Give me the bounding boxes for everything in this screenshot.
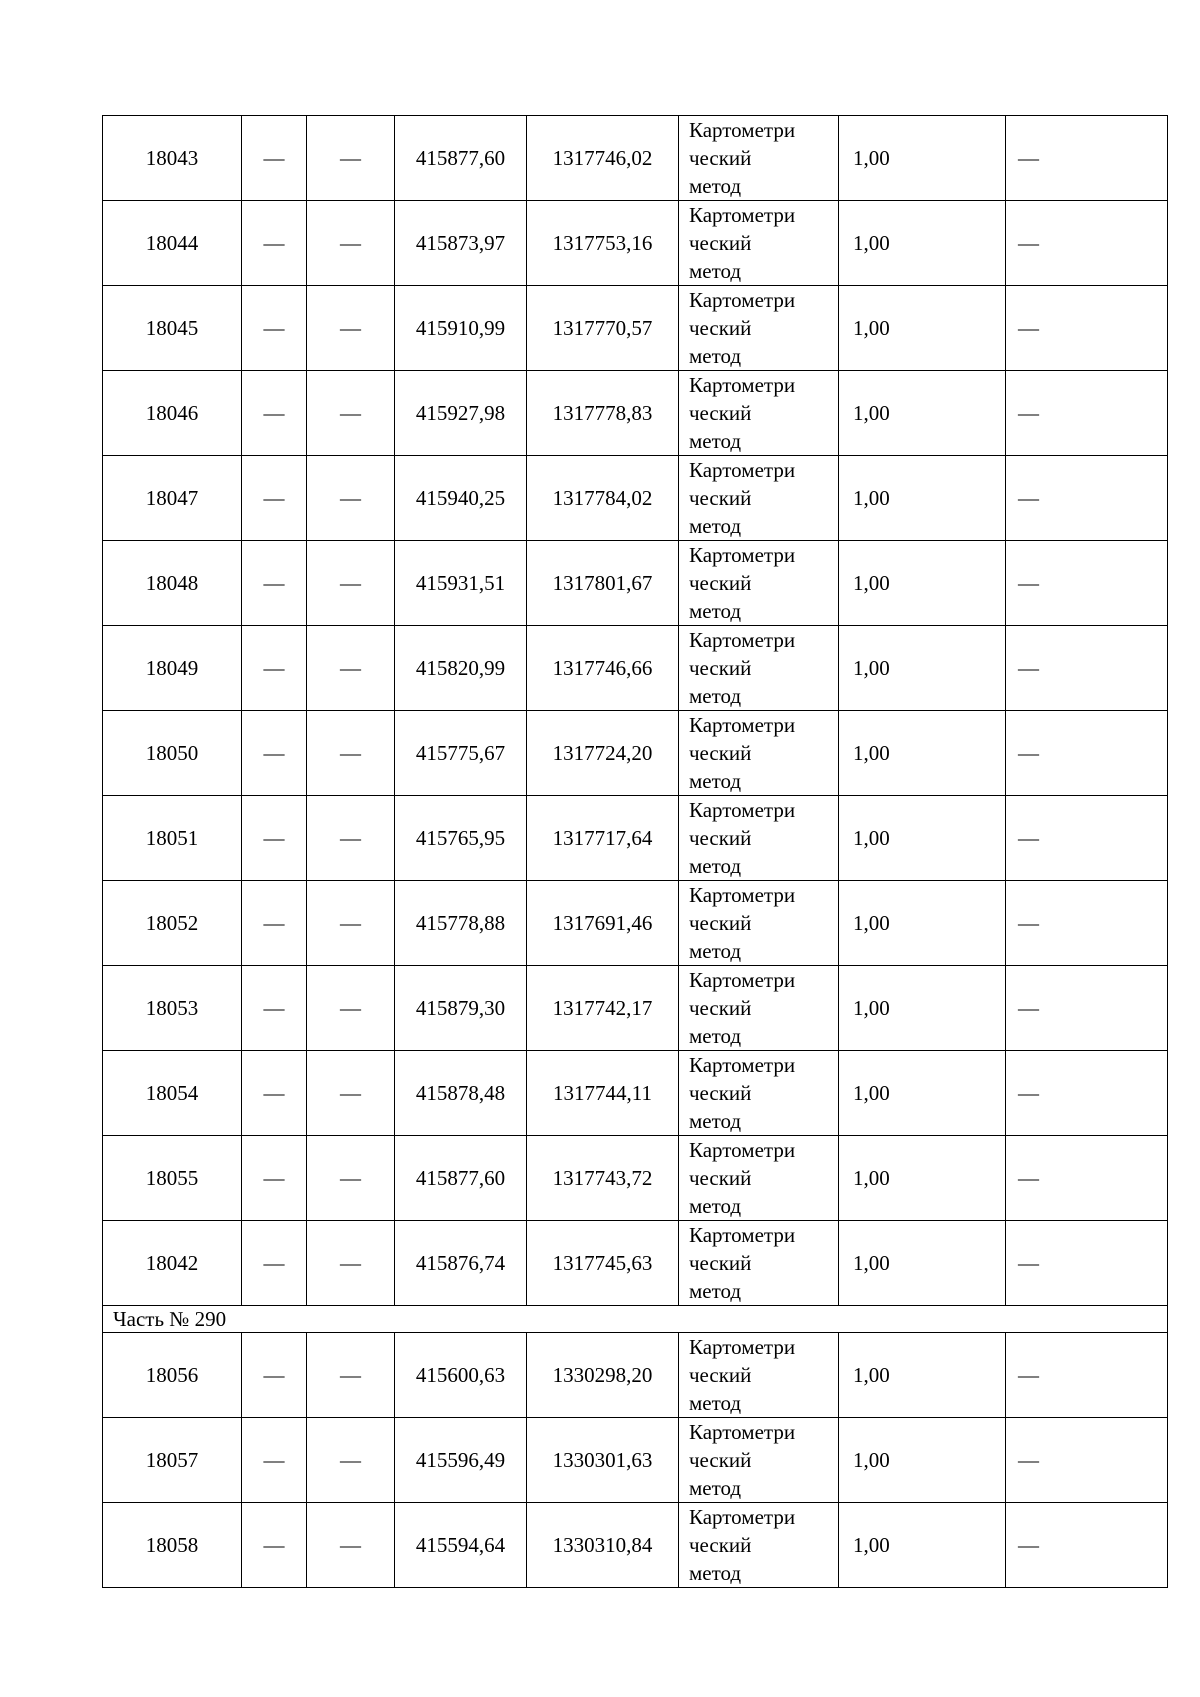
method-cell <box>679 1051 839 1136</box>
coordinate-y-cell: 1317746,02 <box>527 116 679 201</box>
method-line: метод <box>689 344 742 368</box>
empty-dash-cell: — <box>307 1221 395 1306</box>
method-cell <box>679 796 839 881</box>
empty-dash-cell: — <box>242 116 307 201</box>
method-line: метод <box>689 1391 742 1415</box>
coordinate-y-cell: 1330298,20 <box>527 1333 679 1418</box>
method-cell <box>679 1418 839 1503</box>
accuracy-cell: 1,00 <box>839 1136 1006 1221</box>
method-line: ческий <box>689 1363 752 1387</box>
method-line: Картометри <box>689 628 796 652</box>
method-line: ческий <box>689 826 752 850</box>
coordinate-y-cell: 1317742,17 <box>527 966 679 1051</box>
method-line: Картометри <box>689 1505 796 1529</box>
method-line: Картометри <box>689 543 796 567</box>
empty-dash-cell: — <box>242 1333 307 1418</box>
table-row <box>103 1503 1168 1588</box>
method-line: ческий <box>689 146 752 170</box>
table-row <box>103 796 1168 881</box>
method-line: метод <box>689 429 742 453</box>
method-line: метод <box>689 1024 742 1048</box>
method-line: метод <box>689 1476 742 1500</box>
coordinate-x-cell: 415876,74 <box>395 1221 527 1306</box>
description-cell: — <box>1006 1418 1168 1503</box>
method-line: ческий <box>689 1533 752 1557</box>
description-cell: — <box>1006 286 1168 371</box>
point-number-cell: 18043 <box>103 116 242 201</box>
point-number-cell: 18047 <box>103 456 242 541</box>
empty-dash-cell: — <box>242 1418 307 1503</box>
coordinate-y-cell: 1317691,46 <box>527 881 679 966</box>
coordinate-y-cell: 1317784,02 <box>527 456 679 541</box>
empty-dash-cell: — <box>307 1051 395 1136</box>
method-cell <box>679 1503 839 1588</box>
empty-dash-cell: — <box>307 796 395 881</box>
empty-dash-cell: — <box>307 881 395 966</box>
coordinate-x-cell: 415877,60 <box>395 1136 527 1221</box>
method-line: Картометри <box>689 1335 796 1359</box>
description-cell: — <box>1006 796 1168 881</box>
empty-dash-cell: — <box>307 1136 395 1221</box>
method-line: ческий <box>689 401 752 425</box>
coordinates-table-body <box>103 116 1168 1588</box>
accuracy-cell: 1,00 <box>839 201 1006 286</box>
empty-dash-cell: — <box>307 1418 395 1503</box>
point-number-cell: 18042 <box>103 1221 242 1306</box>
method-line: метод <box>689 769 742 793</box>
accuracy-cell: 1,00 <box>839 626 1006 711</box>
table-row <box>103 371 1168 456</box>
accuracy-cell: 1,00 <box>839 1051 1006 1136</box>
method-line: ческий <box>689 656 752 680</box>
method-line: Картометри <box>689 1420 796 1444</box>
method-line: Картометри <box>689 373 796 397</box>
empty-dash-cell: — <box>242 1136 307 1221</box>
empty-dash-cell: — <box>242 371 307 456</box>
empty-dash-cell: — <box>242 1221 307 1306</box>
coordinate-y-cell: 1317744,11 <box>527 1051 679 1136</box>
description-cell: — <box>1006 541 1168 626</box>
table-row <box>103 201 1168 286</box>
description-cell: — <box>1006 1051 1168 1136</box>
part-header-row <box>103 1306 1168 1333</box>
method-line: метод <box>689 1194 742 1218</box>
accuracy-cell: 1,00 <box>839 371 1006 456</box>
method-line: Картометри <box>689 203 796 227</box>
table-row <box>103 456 1168 541</box>
table-row <box>103 116 1168 201</box>
empty-dash-cell: — <box>242 881 307 966</box>
empty-dash-cell: — <box>307 541 395 626</box>
empty-dash-cell: — <box>307 286 395 371</box>
method-line: ческий <box>689 231 752 255</box>
coordinate-x-cell: 415873,97 <box>395 201 527 286</box>
table-row <box>103 1333 1168 1418</box>
empty-dash-cell: — <box>307 711 395 796</box>
point-number-cell: 18055 <box>103 1136 242 1221</box>
accuracy-cell: 1,00 <box>839 541 1006 626</box>
method-cell <box>679 966 839 1051</box>
empty-dash-cell: — <box>307 1333 395 1418</box>
table-row <box>103 1221 1168 1306</box>
empty-dash-cell: — <box>242 201 307 286</box>
coordinate-x-cell: 415931,51 <box>395 541 527 626</box>
coordinate-y-cell: 1317745,63 <box>527 1221 679 1306</box>
method-cell <box>679 286 839 371</box>
method-line: ческий <box>689 1081 752 1105</box>
empty-dash-cell: — <box>242 966 307 1051</box>
coordinate-x-cell: 415940,25 <box>395 456 527 541</box>
description-cell: — <box>1006 966 1168 1051</box>
method-line: ческий <box>689 1166 752 1190</box>
point-number-cell: 18050 <box>103 711 242 796</box>
coordinates-table <box>102 115 1168 1588</box>
method-line: метод <box>689 1109 742 1133</box>
description-cell: — <box>1006 201 1168 286</box>
point-number-cell: 18051 <box>103 796 242 881</box>
empty-dash-cell: — <box>242 456 307 541</box>
empty-dash-cell: — <box>307 456 395 541</box>
coordinate-y-cell: 1330310,84 <box>527 1503 679 1588</box>
empty-dash-cell: — <box>307 966 395 1051</box>
description-cell: — <box>1006 371 1168 456</box>
method-cell <box>679 881 839 966</box>
coordinate-x-cell: 415878,48 <box>395 1051 527 1136</box>
method-line: ческий <box>689 486 752 510</box>
method-cell <box>679 371 839 456</box>
table-row <box>103 541 1168 626</box>
method-line: метод <box>689 599 742 623</box>
accuracy-cell: 1,00 <box>839 286 1006 371</box>
point-number-cell: 18052 <box>103 881 242 966</box>
empty-dash-cell: — <box>242 626 307 711</box>
method-line: Картометри <box>689 1053 796 1077</box>
point-number-cell: 18046 <box>103 371 242 456</box>
point-number-cell: 18044 <box>103 201 242 286</box>
table-row <box>103 1051 1168 1136</box>
empty-dash-cell: — <box>307 371 395 456</box>
accuracy-cell: 1,00 <box>839 1333 1006 1418</box>
empty-dash-cell: — <box>242 541 307 626</box>
point-number-cell: 18056 <box>103 1333 242 1418</box>
table-row <box>103 286 1168 371</box>
coordinate-y-cell: 1317801,67 <box>527 541 679 626</box>
accuracy-cell: 1,00 <box>839 1221 1006 1306</box>
coordinate-x-cell: 415594,64 <box>395 1503 527 1588</box>
description-cell: — <box>1006 1333 1168 1418</box>
point-number-cell: 18048 <box>103 541 242 626</box>
method-line: ческий <box>689 571 752 595</box>
accuracy-cell: 1,00 <box>839 116 1006 201</box>
empty-dash-cell: — <box>242 711 307 796</box>
coordinate-y-cell: 1317770,57 <box>527 286 679 371</box>
point-number-cell: 18049 <box>103 626 242 711</box>
description-cell: — <box>1006 881 1168 966</box>
accuracy-cell: 1,00 <box>839 1418 1006 1503</box>
method-cell <box>679 541 839 626</box>
coordinate-x-cell: 415778,88 <box>395 881 527 966</box>
method-line: ческий <box>689 1448 752 1472</box>
method-line: метод <box>689 939 742 963</box>
method-line: метод <box>689 259 742 283</box>
method-line: ческий <box>689 1251 752 1275</box>
method-line: Картометри <box>689 798 796 822</box>
coordinate-x-cell: 415820,99 <box>395 626 527 711</box>
point-number-cell: 18058 <box>103 1503 242 1588</box>
point-number-cell: 18054 <box>103 1051 242 1136</box>
table-row <box>103 881 1168 966</box>
empty-dash-cell: — <box>307 626 395 711</box>
method-line: Картометри <box>689 883 796 907</box>
accuracy-cell: 1,00 <box>839 456 1006 541</box>
method-line: метод <box>689 1279 742 1303</box>
empty-dash-cell: — <box>242 796 307 881</box>
point-number-cell: 18053 <box>103 966 242 1051</box>
description-cell: — <box>1006 1136 1168 1221</box>
method-line: Картометри <box>689 458 796 482</box>
coordinate-y-cell: 1317717,64 <box>527 796 679 881</box>
coordinate-x-cell: 415910,99 <box>395 286 527 371</box>
table-row <box>103 1136 1168 1221</box>
accuracy-cell: 1,00 <box>839 1503 1006 1588</box>
coordinate-y-cell: 1317724,20 <box>527 711 679 796</box>
point-number-cell: 18057 <box>103 1418 242 1503</box>
empty-dash-cell: — <box>307 116 395 201</box>
description-cell: — <box>1006 1221 1168 1306</box>
part-label: Часть № 290 <box>103 1306 1168 1333</box>
coordinate-y-cell: 1317743,72 <box>527 1136 679 1221</box>
method-line: Картометри <box>689 288 796 312</box>
description-cell: — <box>1006 711 1168 796</box>
method-line: ческий <box>689 996 752 1020</box>
table-row <box>103 966 1168 1051</box>
method-line: метод <box>689 854 742 878</box>
method-cell <box>679 1333 839 1418</box>
method-line: Картометри <box>689 118 796 142</box>
coordinate-x-cell: 415765,95 <box>395 796 527 881</box>
method-line: метод <box>689 174 742 198</box>
method-line: метод <box>689 684 742 708</box>
empty-dash-cell: — <box>242 1503 307 1588</box>
method-cell <box>679 626 839 711</box>
method-cell <box>679 456 839 541</box>
method-line: Картометри <box>689 968 796 992</box>
method-line: метод <box>689 514 742 538</box>
method-line: ческий <box>689 911 752 935</box>
empty-dash-cell: — <box>307 201 395 286</box>
accuracy-cell: 1,00 <box>839 966 1006 1051</box>
method-line: ческий <box>689 741 752 765</box>
coordinate-y-cell: 1317746,66 <box>527 626 679 711</box>
empty-dash-cell: — <box>307 1503 395 1588</box>
table-row <box>103 1418 1168 1503</box>
accuracy-cell: 1,00 <box>839 881 1006 966</box>
description-cell: — <box>1006 456 1168 541</box>
description-cell: — <box>1006 626 1168 711</box>
accuracy-cell: 1,00 <box>839 711 1006 796</box>
method-line: ческий <box>689 316 752 340</box>
method-line: Картометри <box>689 1223 796 1247</box>
table-row <box>103 711 1168 796</box>
coordinate-x-cell: 415877,60 <box>395 116 527 201</box>
method-line: Картометри <box>689 713 796 737</box>
method-cell <box>679 711 839 796</box>
method-cell <box>679 201 839 286</box>
coordinate-x-cell: 415927,98 <box>395 371 527 456</box>
table-row <box>103 626 1168 711</box>
method-cell <box>679 1221 839 1306</box>
coordinate-y-cell: 1317753,16 <box>527 201 679 286</box>
method-cell <box>679 1136 839 1221</box>
coordinate-y-cell: 1317778,83 <box>527 371 679 456</box>
coordinate-x-cell: 415600,63 <box>395 1333 527 1418</box>
method-line: метод <box>689 1561 742 1585</box>
empty-dash-cell: — <box>242 1051 307 1136</box>
description-cell: — <box>1006 1503 1168 1588</box>
coordinate-y-cell: 1330301,63 <box>527 1418 679 1503</box>
method-line: Картометри <box>689 1138 796 1162</box>
coordinate-x-cell: 415596,49 <box>395 1418 527 1503</box>
point-number-cell: 18045 <box>103 286 242 371</box>
coordinate-x-cell: 415775,67 <box>395 711 527 796</box>
empty-dash-cell: — <box>242 286 307 371</box>
description-cell: — <box>1006 116 1168 201</box>
method-cell <box>679 116 839 201</box>
coordinate-x-cell: 415879,30 <box>395 966 527 1051</box>
accuracy-cell: 1,00 <box>839 796 1006 881</box>
